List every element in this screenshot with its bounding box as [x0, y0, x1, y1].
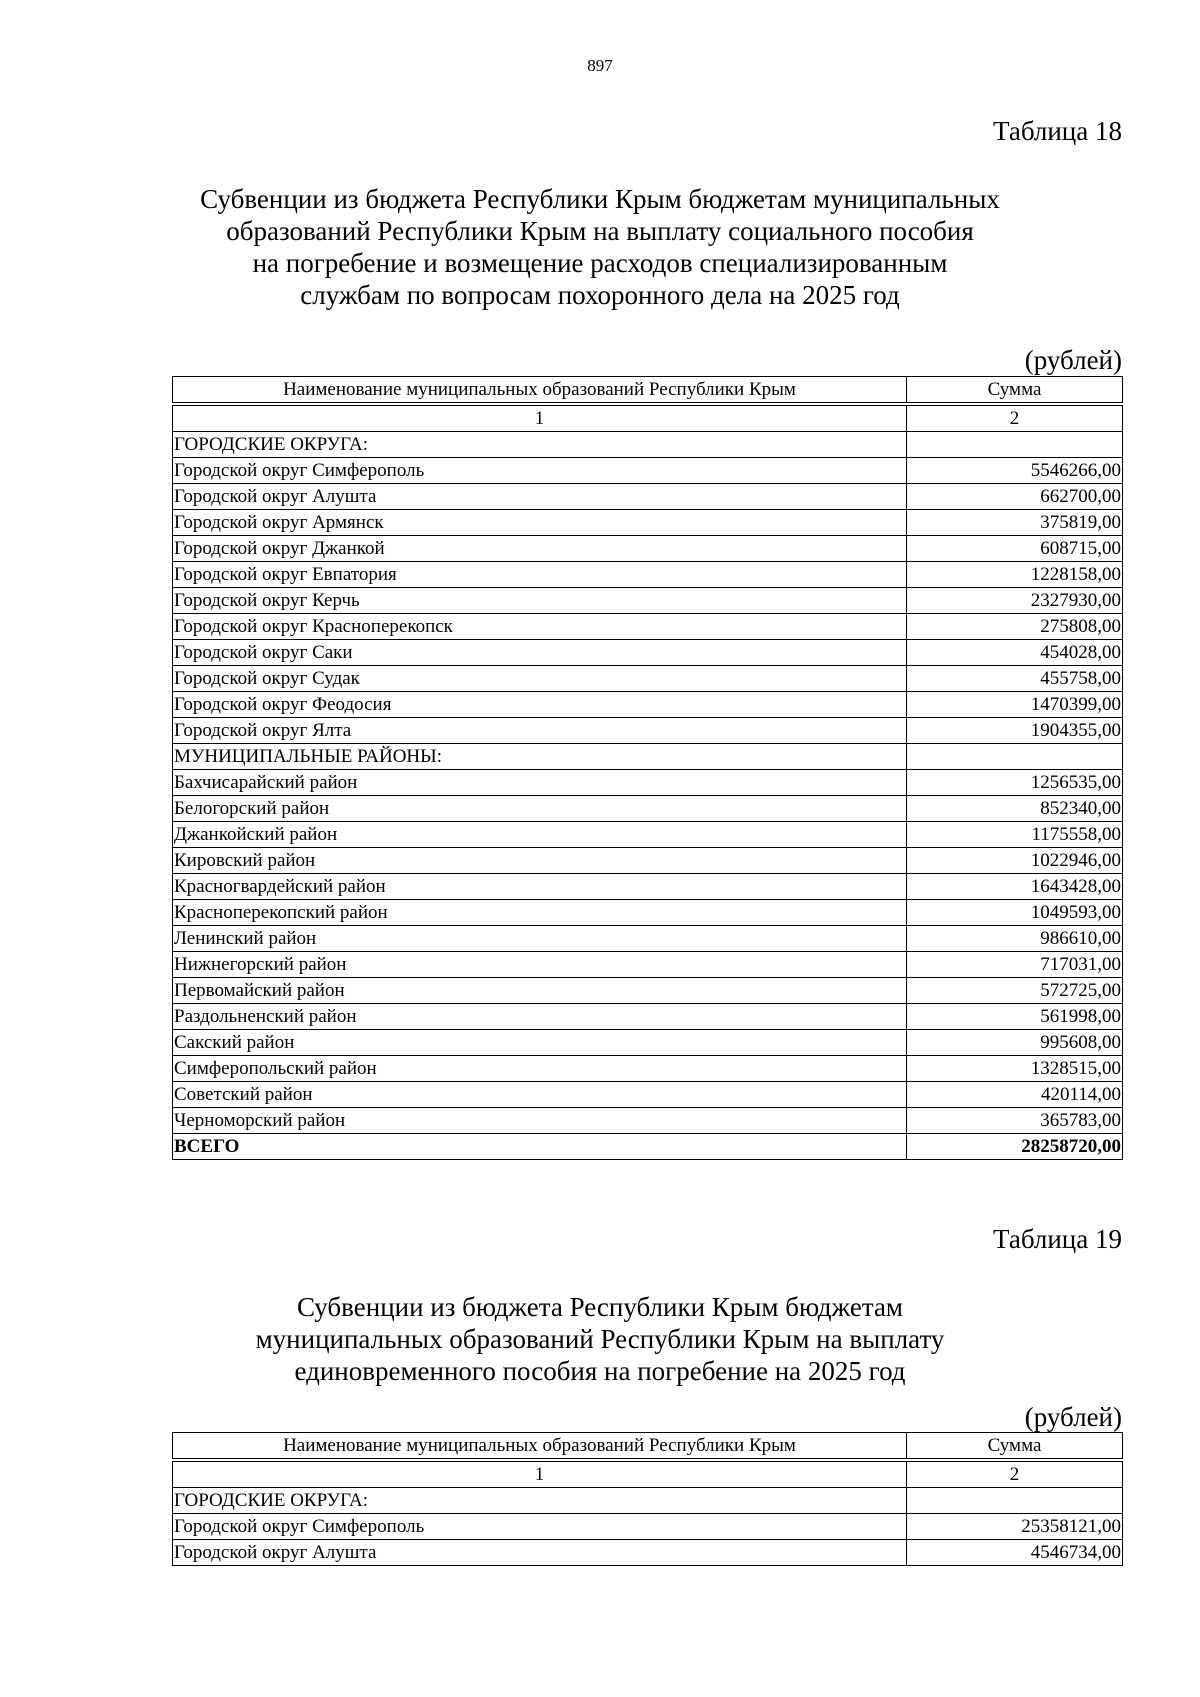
table-row — [173, 1514, 1123, 1540]
table-18-label: Таблица 18 — [993, 116, 1122, 146]
section-row — [173, 432, 1123, 458]
title-line: муниципальных образований Республики Крым на выплату — [255, 1324, 945, 1354]
amount: 662700,00 — [907, 484, 1123, 510]
column-number-row — [173, 1462, 1123, 1488]
amount: 852340,00 — [907, 796, 1123, 822]
table-row — [173, 1056, 1123, 1082]
title-line: на погребение и возмещение расходов специализированным — [252, 248, 948, 278]
amount: 455758,00 — [907, 666, 1123, 692]
column-header-name: Наименование муниципальных образований Республики Крым — [173, 377, 907, 403]
table-row — [173, 458, 1123, 484]
table-19-units: (рублей) — [1024, 1402, 1122, 1432]
table-row — [173, 692, 1123, 718]
amount: 995608,00 — [907, 1030, 1123, 1056]
table-row — [173, 926, 1123, 952]
amount: 365783,00 — [907, 1108, 1123, 1134]
section-label: ГОРОДСКИЕ ОКРУГА: — [173, 432, 907, 458]
municipality-name: Советский район — [173, 1082, 907, 1108]
municipality-name: Городской округ Армянск — [173, 510, 907, 536]
municipality-name: Городской округ Симферополь — [173, 458, 907, 484]
municipality-name: Джанкойский район — [173, 822, 907, 848]
municipality-name: Городской округ Евпатория — [173, 562, 907, 588]
municipality-name: Городской округ Судак — [173, 666, 907, 692]
table-row — [173, 1030, 1123, 1056]
title-line: единовременного пособия на погребение на 2025 год — [294, 1356, 906, 1386]
table-row — [173, 952, 1123, 978]
municipality-name: Городской округ Алушта — [173, 1540, 907, 1566]
table-19-label: Таблица 19 — [993, 1224, 1122, 1254]
municipality-name: Первомайский район — [173, 978, 907, 1004]
amount: 1175558,00 — [907, 822, 1123, 848]
title-line: службам по вопросам похоронного дела на 2025 год — [300, 280, 900, 310]
table-row — [173, 588, 1123, 614]
table-18-units: (рублей) — [1024, 345, 1122, 375]
amount: 5546266,00 — [907, 458, 1123, 484]
column-header-sum: Сумма — [907, 1433, 1123, 1459]
table-row — [173, 614, 1123, 640]
section-row — [173, 744, 1123, 770]
amount: 275808,00 — [907, 614, 1123, 640]
municipality-name: Городской округ Феодосия — [173, 692, 907, 718]
municipality-name: Ленинский район — [173, 926, 907, 952]
amount: 1643428,00 — [907, 874, 1123, 900]
title-line: Субвенции из бюджета Республики Крым бюджетам муниципальных — [200, 184, 1000, 214]
table-row — [173, 848, 1123, 874]
municipality-name: Бахчисарайский район — [173, 770, 907, 796]
section-label: МУНИЦИПАЛЬНЫЕ РАЙОНЫ: — [173, 744, 907, 770]
table-row — [173, 796, 1123, 822]
municipality-name: Белогорский район — [173, 796, 907, 822]
table-row — [173, 978, 1123, 1004]
table-row — [173, 536, 1123, 562]
amount: 420114,00 — [907, 1082, 1123, 1108]
column-number: 1 — [173, 1462, 907, 1488]
column-number: 2 — [907, 1462, 1123, 1488]
column-number-row — [173, 406, 1123, 432]
amount: 1328515,00 — [907, 1056, 1123, 1082]
page-number: 897 — [587, 56, 613, 75]
total-row — [173, 1134, 1123, 1160]
column-number: 1 — [173, 406, 907, 432]
table-row — [173, 822, 1123, 848]
amount: 4546734,00 — [907, 1540, 1123, 1566]
amount: 1470399,00 — [907, 692, 1123, 718]
table-row — [173, 900, 1123, 926]
amount: 1256535,00 — [907, 770, 1123, 796]
municipality-name: Городской округ Ялта — [173, 718, 907, 744]
amount: 1022946,00 — [907, 848, 1123, 874]
total-sum: 28258720,00 — [907, 1134, 1123, 1160]
amount: 2327930,00 — [907, 588, 1123, 614]
amount: 1049593,00 — [907, 900, 1123, 926]
municipality-name: Кировский район — [173, 848, 907, 874]
title-line: образований Республики Крым на выплату социального пособия — [226, 216, 974, 246]
section-label: ГОРОДСКИЕ ОКРУГА: — [173, 1488, 907, 1514]
municipality-name: Сакский район — [173, 1030, 907, 1056]
municipality-name: Городской округ Красноперекопск — [173, 614, 907, 640]
municipality-name: Городской округ Джанкой — [173, 536, 907, 562]
table-row — [173, 718, 1123, 744]
total-label: ВСЕГО — [173, 1134, 907, 1160]
table-19 — [172, 1432, 1123, 1566]
table-19-title — [0, 1291, 1200, 1387]
table-row — [173, 874, 1123, 900]
table-row — [173, 770, 1123, 796]
column-header-sum: Сумма — [907, 377, 1123, 403]
table-row — [173, 640, 1123, 666]
municipality-name: Городской округ Саки — [173, 640, 907, 666]
header-row — [173, 377, 1123, 403]
municipality-name: Нижнегорский район — [173, 952, 907, 978]
table-row — [173, 562, 1123, 588]
amount: 608715,00 — [907, 536, 1123, 562]
amount: 986610,00 — [907, 926, 1123, 952]
amount: 25358121,00 — [907, 1514, 1123, 1540]
amount: 454028,00 — [907, 640, 1123, 666]
table-row — [173, 1004, 1123, 1030]
municipality-name: Раздольненский район — [173, 1004, 907, 1030]
table-row — [173, 1082, 1123, 1108]
section-row — [173, 1488, 1123, 1514]
municipality-name: Красногвардейский район — [173, 874, 907, 900]
municipality-name: Симферопольский район — [173, 1056, 907, 1082]
table-row — [173, 484, 1123, 510]
municipality-name: Городской округ Керчь — [173, 588, 907, 614]
municipality-name: Черноморский район — [173, 1108, 907, 1134]
table-row — [173, 1108, 1123, 1134]
municipality-name: Городской округ Алушта — [173, 484, 907, 510]
municipality-name: Красноперекопский район — [173, 900, 907, 926]
table-row — [173, 666, 1123, 692]
title-line: Субвенции из бюджета Республики Крым бюджетам — [296, 1292, 904, 1322]
header-row — [173, 1433, 1123, 1459]
municipality-name: Городской округ Симферополь — [173, 1514, 907, 1540]
amount: 375819,00 — [907, 510, 1123, 536]
amount: 572725,00 — [907, 978, 1123, 1004]
table-row — [173, 1540, 1123, 1566]
amount: 717031,00 — [907, 952, 1123, 978]
amount: 561998,00 — [907, 1004, 1123, 1030]
amount: 1228158,00 — [907, 562, 1123, 588]
table-18 — [172, 376, 1123, 1160]
amount: 1904355,00 — [907, 718, 1123, 744]
table-18-title — [0, 183, 1200, 311]
column-number: 2 — [907, 406, 1123, 432]
table-row — [173, 510, 1123, 536]
column-header-name: Наименование муниципальных образований Республики Крым — [173, 1433, 907, 1459]
